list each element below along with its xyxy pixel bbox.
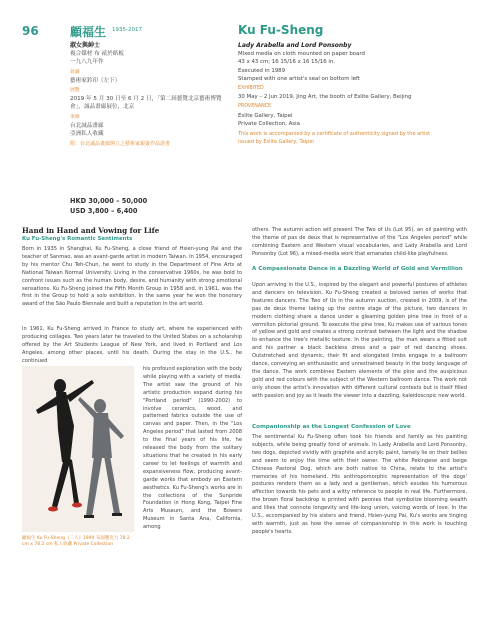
essay-title: Hand in Hand and Vowing for Life [22, 226, 160, 235]
exhibited-en: 30 May – 2 Jun 2019, Jing Art, the booth of Eslite Gallery, Beijing [238, 94, 412, 101]
estimate [70, 197, 147, 216]
artwork-caption: 顧福生 Ku Fu-Sheng《二人》1999 布面壓克力 78.2 cm x 78.2 cm 私人收藏 Private Collection [22, 536, 130, 547]
lot-title-cn: 淑女與紳士 [70, 42, 101, 49]
provenance-label-cn: 來源 [70, 114, 80, 120]
lot-executed-en: Executed in 1989 [238, 67, 286, 74]
artist-years-cn: 1935-2017 [112, 27, 142, 33]
essay-col2-paragraph-3: The sentimental Ku Fu-Sheng often took his friends and family as his painting subjects, while being greatly fond of animals. In Lady Arabella and Lord Ponsonby, two dogs, depicted vividly with graphite and acrylic paint, tamely lie on their bellies and seem to enjoy the time with their owner. The white Pekingese and beige Chinese Pastoral Dog, which are both native to China, relate to the artist's memories of his homeland. His anthropomorphic representation of the dogs' postures renders them as a lady and a gentleman, which exudes his humorous affection towards his pets and a witty reference to people in real life. Furthermore, the brown floral backdrop is printed with peonies that symbolize blooming wealth and lilies that connote longevity and life-long union, voicing words of love. In the U.S., accompanied by his sisters and friend, Hsien-yung Pai, Ku's works are tinging with warmth, just as how the sense of companionship in this work is touching people's hearts. [252, 434, 467, 535]
lot-dimensions-en: 43 x 43 cm; 16 15/16 x 16 15/16 in. [238, 59, 335, 66]
exhibited-label-en: EXHIBITED [238, 86, 264, 92]
essay-heading-companionship: Companionship as the Longest Confession of Love [252, 424, 411, 430]
essay-col2-paragraph-2: Upon arriving in the U.S., inspired by the elegant and powerful postures of athletes and dancers on television, Ku Fu-Sheng created a beloved series of works that features dancers. The Two of Us in the autumn auction, created in 2009, is of the pas de deux theme taking up the centre stage of the picture, two dancers in modern clothing share a dance under a gleaming golden pine tree in front of a vermilion pictorial ground. To execute the pine tree, Ku makes use of various tones of yellow and gold and creates a strong contrast between the light and the shadow to enhance the tree's metallic texture. In the painting, the man wears a fitted suit and his partner a black backless dress and a pair of red dancing shoes. Outstretched and dynamic, their fit and elongated limbs engage in a ballroom dance, conveying an enthusiastic and unrestrained beauty in the body language of the dance. The work combines Eastern elements of the pine and the auspicious gold and red colours with the subject of the Western ballroom dance. The work not only shows the artist's innovation with different cultural contexts but is itself filled with passion and joy as it leads the viewer into a dazzling, kaleidoscopic new world. [252, 282, 467, 399]
certificate-note-en: This work is accompanied by a certificate of authenticity signed by the artist issued by Eslite Gallery, Taipei [238, 131, 431, 146]
essay-col2-paragraph-1: others. The autumn action will present The Two of Us (Lot 95), an oil painting with the theme of pas de deux that is representative of the "Los Angeles period" while combining Eastern and Western visual vocabularies, and Lady Arabella and Lord Ponsonby (Lot 96), a mixed-media work that emanates child-like playfulness. [252, 227, 467, 257]
estimate-usd: USD 3,800 – 6,400 [70, 206, 138, 215]
provenance-label-en: PROVENANCE [238, 104, 272, 110]
certificate-note-cn: 附：台北誠品畫廊開立之藝術家親簽作品證書 [70, 141, 171, 148]
exhibited-label-cn: 展覽 [70, 88, 80, 94]
provenance-en-1: Eslite Gallery, Taipei [238, 112, 293, 119]
lot-details-cn [70, 42, 230, 148]
artist-name-en: Ku Fu-Sheng [238, 23, 324, 37]
artwork-illustration [22, 366, 134, 532]
estimate-hkd: HKD 30,000 – 50,000 [70, 197, 148, 205]
essay-paragraph-2: In 1961, Ku Fu-Sheng arrived in France to study art, where he experienced with producing collages. Two years later he traveled to the United States on a scholarship offered by the Art Students League of New York, and lived in Portland and Los Angeles, among other places, until his death. During the stay in the U.S., he continued [22, 326, 242, 364]
artist-name-cn: 顧福生 [70, 25, 107, 39]
essay-subtitle: Ku Fu-Sheng's Romantic Sentiments [22, 236, 133, 242]
essay-paragraph-1: Born in 1935 in Shanghai, Ku Fu-Sheng, a close friend of Hsien-yung Pai and the teacher of Sanmao, was an avant-garde artist in modern Taiwan. In 1954, encouraged by his mentor Chu Teh-Chun, he went to study in the Department of Fine Arts at National Taiwan Normal University. Living in the conservative 1960s, he was bold to confront issues such as the human body, desire, and humanity with strong emotional sensations. Ku Fu-Sheng joined the Fifth Month Group in 1958 and, in 1961, was the first in the Group to hold a solo exhibition. In the same year he won the honorary award of the São Paulo Biennale and built a reputation in the art world. [22, 246, 242, 308]
provenance-en-2: Private Collection, Asia [238, 120, 300, 127]
lot-title-en: Lady Arabella and Lord Ponsonby [238, 42, 352, 49]
lot-medium-cn: 複合媒材 布 裱於紙板 [70, 51, 124, 58]
lot-medium-en: Mixed media on cloth mounted on paper board [238, 51, 365, 58]
lot-details-en [238, 42, 438, 146]
provenance-cn-1: 台北誠品畫廊 [70, 122, 104, 129]
page-number: 96 [22, 24, 39, 38]
lot-stamped-en: Stamped with one artist's seal on bottom left [238, 75, 360, 82]
signed-label-cn: 款識 [70, 69, 80, 75]
essay-heading-dance: A Compassionate Dance in a Dazzling World of Gold and Vermillion [252, 266, 463, 272]
signed-cn: 藝術家鈐印（左下） [70, 77, 121, 84]
exhibited-cn: 2019 年 5 月 30 日至 6 月 2 日，「第二屆藝覽北京藝術博覽會」，誠品畫廊展位，北京 [70, 96, 222, 111]
provenance-cn-2: 亞洲私人收藏 [70, 131, 104, 138]
lot-year-cn: 一九八九年作 [70, 59, 104, 66]
essay-paragraph-2-continued: his profound exploration with the body while playing with a variety of media. The artist saw the ground of his artistic production expand during his "Portland period" (1990-2002) to involve ceramics, wood, and patterned fabrics outside the use of canvas and paper. Then, in the "Los Angeles period" that lasted from 2008 to the final years of his life, he released the body from the solitary situations that he created in his early career to let feelings of warmth and expansiveness flow, producing avant-garde works that embody an Eastern aesthetics. Ku Fu-Sheng's works are in the collections of the Sunpride Foundation in Hong Kong, Taipei Fine Arts Museum, and the Bowers Museum in Santa Ana, California, among [143, 366, 242, 531]
artwork-image-two-of-us [22, 366, 134, 532]
